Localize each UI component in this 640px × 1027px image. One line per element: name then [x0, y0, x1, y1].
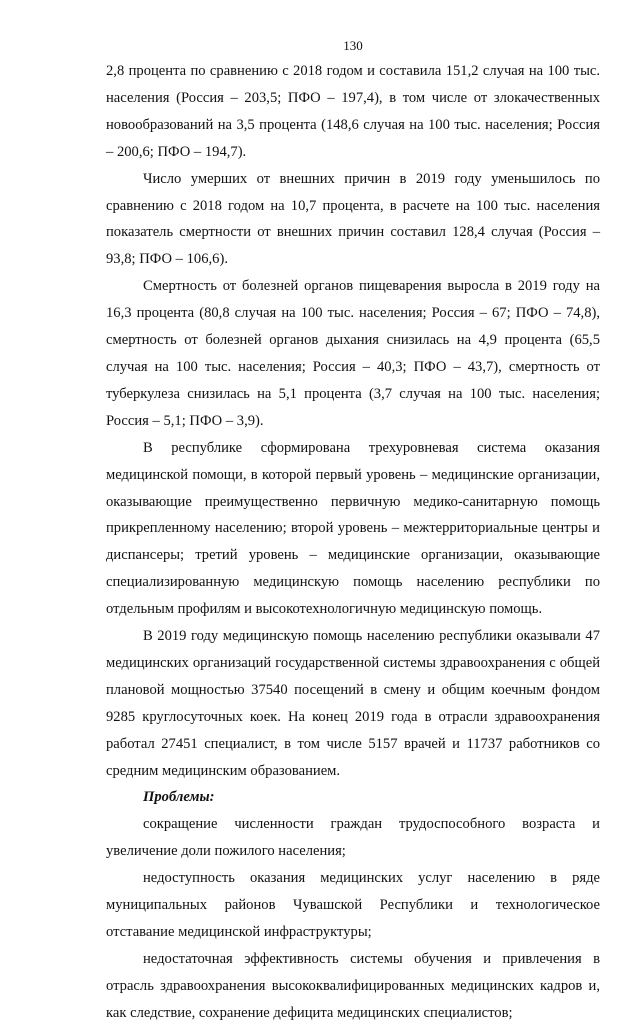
problem-item: недоступность оказания медицинских услуг населению в ряде муниципальных районов Чувашской Республики и технологическое отставание медицинской инфраструктуры; [106, 870, 600, 940]
problems-heading: Проблемы: [143, 789, 215, 806]
paragraph-three-level-system: В республике сформирована трехуровневая система оказания медицинской помощи, в которой первый уровень – медицинские организации, оказывающие преимущественно первичную медико-санитарную помощь прикрепленному населению; второй уровень – межтерриториальные центры и диспансеры; третий уровень – медицинские организации, оказывающие специализированную медицинскую помощь населению республики по отдельным профилям и высокотехнологичную медицинскую помощь. [106, 439, 600, 618]
paragraph-external-causes: Число умерших от внешних причин в 2019 году уменьшилось по сравнению с 2018 годом на 10,7 процента, в расчете на 100 тыс. населения показатель смертности от внешних причин составил 128,4 случая (Россия – 93,8; ПФО – 106,6). [106, 170, 600, 268]
page-number: 130 [343, 38, 363, 53]
paragraph-disease-mortality: Смертность от болезней органов пищеварения выросла в 2019 году на 16,3 процента (80,8 случая на 100 тыс. населения; Россия – 67; ПФО – 74,8), смертность от болезней органов дыхания снизилась на 4,9 процента (65,5 случая на 100 тыс. населения; Россия – 40,3; ПФО – 43,7), смертность от туберкулеза снизилась на 5,1 процента (3,7 случая на 100 тыс. населения; Россия – 5,1; ПФО – 3,9). [106, 278, 600, 429]
paragraph-mortality-oncology: 2,8 процента по сравнению с 2018 годом и составила 151,2 случая на 100 тыс. населения (Россия – 203,5; ПФО – 197,4), в том числе от злокачественных новообразований на 3,5 процента (148,6 случая на 100 тыс. населения; Россия – 200,6; ПФО – 194,7). [106, 63, 600, 160]
paragraph-medical-organizations: В 2019 году медицинскую помощь населению республики оказывали 47 медицинских организаций государственной системы здравоохранения с общей плановой мощностью 37540 посещений в смену и общим коечным фондом 9285 круглосуточных коек. На конец 2019 года в отрасли здравоохранения работал 27451 специалист, в том числе 5157 врачей и 11737 работников со средним медицинским образованием. [106, 628, 600, 779]
problem-item: сокращение численности граждан трудоспособного возраста и увеличение доли пожилого населения; [106, 816, 600, 860]
document-body [106, 58, 600, 1027]
problem-item: недостаточная эффективность системы обучения и привлечения в отрасль здравоохранения высококвалифицированных медицинских кадров и, как следствие, сохранение дефицита медицинских специалистов; [106, 950, 600, 1021]
